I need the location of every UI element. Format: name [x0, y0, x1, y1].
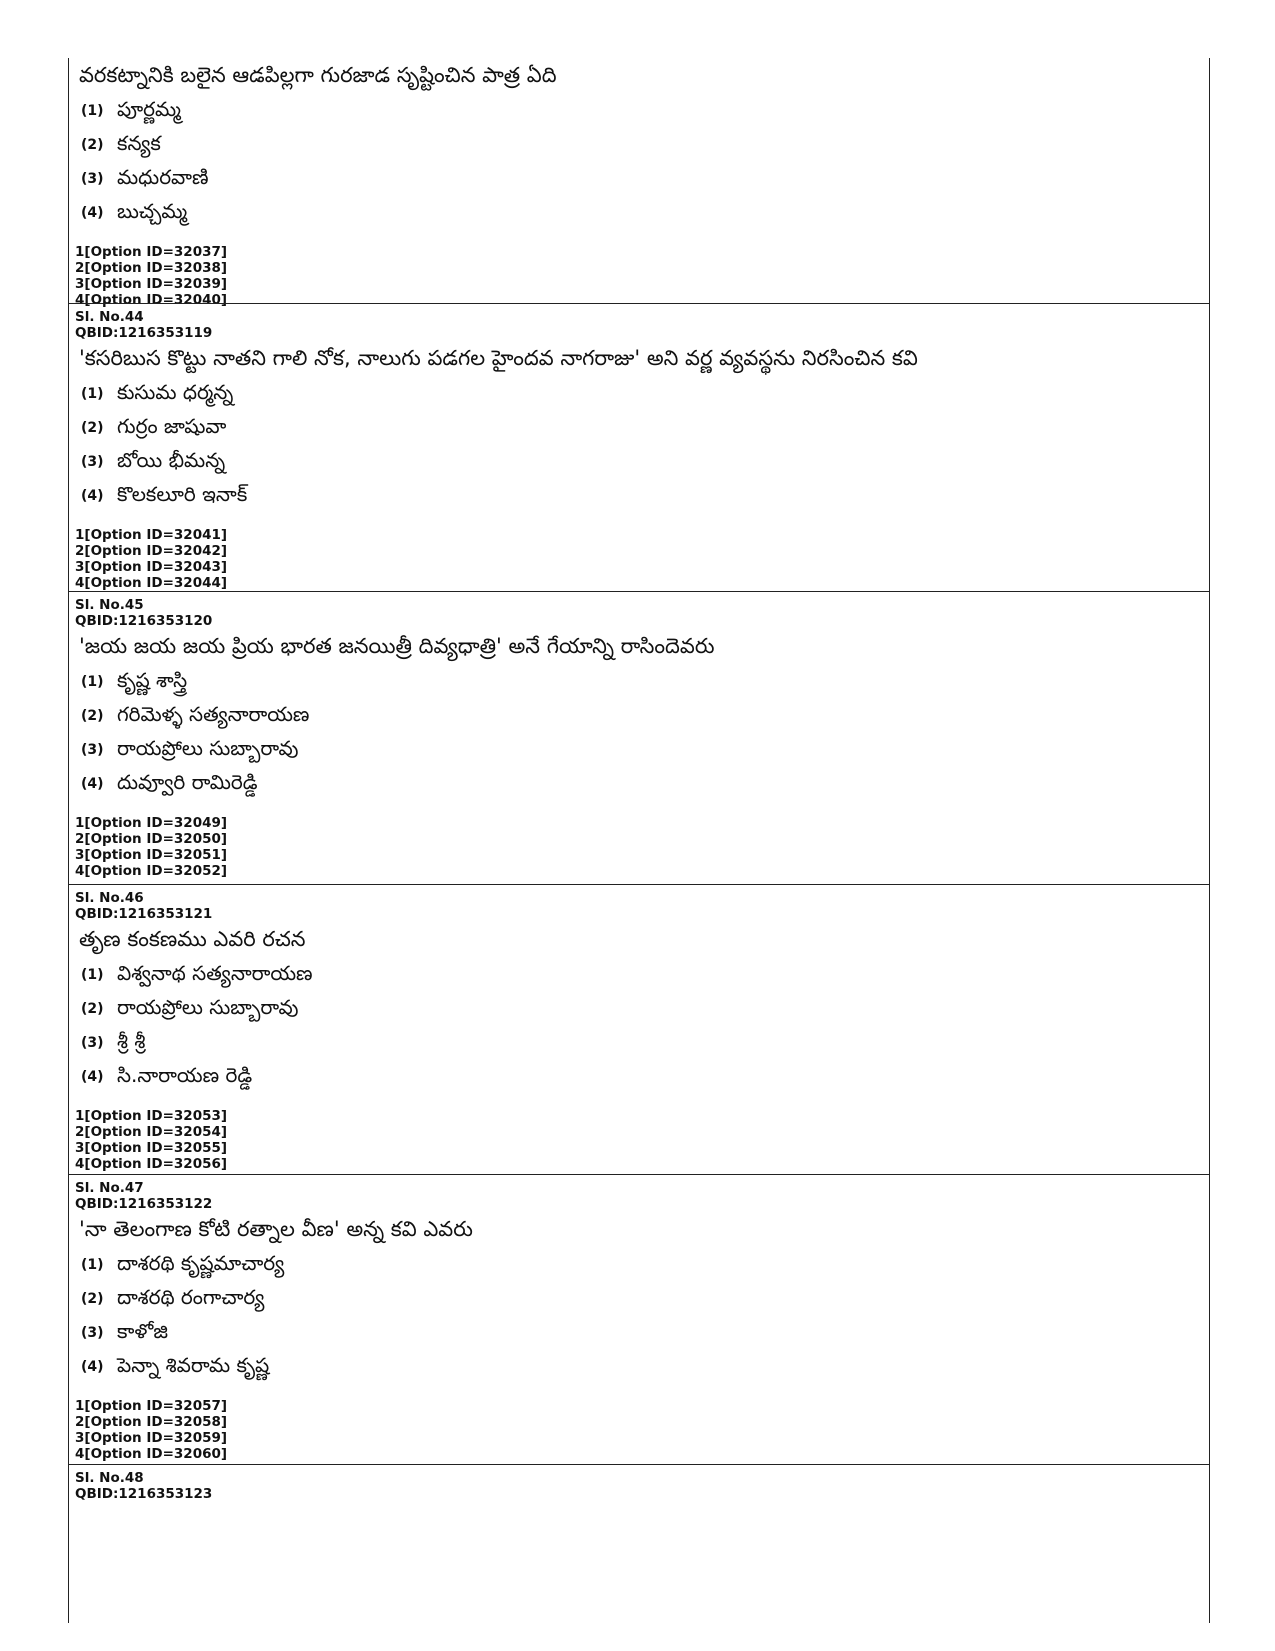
serial-number: Sl. No.45 [75, 597, 144, 613]
option-number: (4) [81, 1069, 104, 1085]
option-item [69, 1350, 1209, 1384]
question-block [69, 591, 1209, 879]
option-list [69, 1248, 1209, 1384]
question-block [69, 1174, 1209, 1462]
option-id: 1[Option ID=32037] [75, 244, 228, 260]
question-text: 'నా తెలంగాణ కోటి రత్నాల వీణ' అన్న కవి ఎవరు [79, 1217, 473, 1241]
option-item [69, 128, 1209, 162]
option-text: కృష్ణ శాస్త్రి [117, 667, 188, 692]
qbid: QBID:1216353122 [75, 1196, 213, 1212]
question-text: 'కసరిబుస కొట్టు నాతని గాలి నోక, నాలుగు పడగల హైందవ నాగరాజు' అని వర్ణ వ్యవస్థను నిరసించిన కవి [79, 346, 918, 370]
option-id: 3[Option ID=32059] [75, 1430, 228, 1446]
option-item [69, 665, 1209, 699]
option-number: (4) [81, 488, 104, 504]
option-text: దాశరథి రంగాచార్య [117, 1284, 265, 1309]
option-item [69, 1026, 1209, 1060]
option-text: కాళోజి [117, 1318, 168, 1343]
question-text: 'జయ జయ జయ ప్రియ భారత జనయిత్రీ దివ్యధాత్రి' అనే గేయాన్ని రాసిందెవరు [79, 634, 715, 658]
question-block [69, 1464, 1209, 1502]
option-id: 2[Option ID=32050] [75, 831, 228, 847]
option-text: పూర్ణమ్మ [117, 96, 181, 121]
option-id-list [69, 815, 1209, 879]
option-id: 3[Option ID=32051] [75, 847, 228, 863]
option-item [69, 767, 1209, 801]
option-id: 2[Option ID=32058] [75, 1414, 228, 1430]
option-item [69, 1060, 1209, 1094]
option-number: (4) [81, 205, 104, 221]
option-id: 1[Option ID=32049] [75, 815, 228, 831]
option-item [69, 699, 1209, 733]
option-id-list [69, 1108, 1209, 1172]
option-text: గుర్రం జాషువా [117, 413, 227, 438]
serial-number: Sl. No.44 [75, 309, 144, 325]
option-text: సి.నారాయణ రెడ్డి [117, 1062, 253, 1087]
option-list [69, 665, 1209, 801]
option-number: (1) [81, 103, 104, 119]
option-text: దువ్వూరి రామిరెడ్డి [117, 769, 258, 794]
option-id-list [69, 1398, 1209, 1462]
option-item [69, 445, 1209, 479]
option-number: (3) [81, 742, 104, 758]
option-item [69, 479, 1209, 513]
option-item [69, 94, 1209, 128]
qbid: QBID:1216353121 [75, 906, 213, 922]
qbid: QBID:1216353119 [75, 325, 213, 341]
question-block [69, 58, 1209, 308]
option-number: (3) [81, 1035, 104, 1051]
qbid: QBID:1216353120 [75, 613, 213, 629]
option-number: (2) [81, 420, 104, 436]
option-id: 4[Option ID=32040] [75, 292, 228, 308]
option-id: 2[Option ID=32054] [75, 1124, 228, 1140]
qbid: QBID:1216353123 [75, 1486, 213, 1502]
option-number: (1) [81, 1257, 104, 1273]
option-list [69, 94, 1209, 230]
option-item [69, 196, 1209, 230]
option-id: 3[Option ID=32055] [75, 1140, 228, 1156]
option-number: (4) [81, 1359, 104, 1375]
question-sheet [68, 58, 1210, 1623]
option-text: రాయప్రోలు సుబ్బారావు [117, 994, 299, 1019]
option-text: మధురవాణి [117, 164, 209, 189]
option-id-list [69, 244, 1209, 308]
option-id-list [69, 527, 1209, 591]
option-id: 1[Option ID=32041] [75, 527, 228, 543]
option-text: పెన్నా శివరామ కృష్ణ [117, 1352, 270, 1377]
option-id: 3[Option ID=32039] [75, 276, 228, 292]
option-id: 4[Option ID=32044] [75, 575, 228, 591]
option-id: 3[Option ID=32043] [75, 559, 228, 575]
option-item [69, 1282, 1209, 1316]
option-number: (2) [81, 1001, 104, 1017]
option-item [69, 1316, 1209, 1350]
question-block [69, 884, 1209, 1172]
option-text: కుసుమ ధర్మన్న [117, 379, 234, 404]
option-text: శ్రీ శ్రీ [117, 1028, 146, 1053]
option-text: బుచ్చమ్మ [117, 198, 188, 223]
option-text: విశ్వనాథ సత్యనారాయణ [117, 960, 313, 985]
option-number: (2) [81, 708, 104, 724]
question-text: వరకట్నానికి బలైన ఆడపిల్లగా గురజాడ సృష్టించిన పాత్ర ఏది [79, 63, 557, 87]
option-item [69, 377, 1209, 411]
option-item [69, 733, 1209, 767]
option-number: (4) [81, 776, 104, 792]
option-id: 2[Option ID=32038] [75, 260, 228, 276]
serial-number: Sl. No.48 [75, 1470, 144, 1486]
option-number: (3) [81, 454, 104, 470]
option-text: కొలకలూరి ఇనాక్ [117, 481, 248, 506]
option-number: (3) [81, 171, 104, 187]
question-text: తృణ కంకణము ఎవరి రచన [79, 927, 306, 951]
option-number: (3) [81, 1325, 104, 1341]
option-text: బోయి భీమన్న [117, 447, 226, 472]
option-text: గరిమెళ్ళ సత్యనారాయణ [117, 701, 310, 726]
option-number: (1) [81, 386, 104, 402]
serial-number: Sl. No.46 [75, 890, 144, 906]
option-text: దాశరథి కృష్ణమాచార్య [117, 1250, 285, 1275]
option-id: 4[Option ID=32056] [75, 1156, 228, 1172]
option-item [69, 992, 1209, 1026]
option-id: 1[Option ID=32053] [75, 1108, 228, 1124]
option-item [69, 162, 1209, 196]
option-item [69, 1248, 1209, 1282]
option-id: 4[Option ID=32060] [75, 1446, 228, 1462]
question-block [69, 303, 1209, 591]
option-item [69, 411, 1209, 445]
option-text: రాయప్రోలు సుబ్బారావు [117, 735, 299, 760]
option-number: (2) [81, 1291, 104, 1307]
option-number: (2) [81, 137, 104, 153]
option-number: (1) [81, 674, 104, 690]
serial-number: Sl. No.47 [75, 1180, 144, 1196]
option-id: 1[Option ID=32057] [75, 1398, 228, 1414]
option-list [69, 377, 1209, 513]
option-list [69, 958, 1209, 1094]
option-id: 4[Option ID=32052] [75, 863, 228, 879]
option-number: (1) [81, 967, 104, 983]
option-item [69, 958, 1209, 992]
option-text: కన్యక [117, 130, 161, 155]
option-id: 2[Option ID=32042] [75, 543, 228, 559]
